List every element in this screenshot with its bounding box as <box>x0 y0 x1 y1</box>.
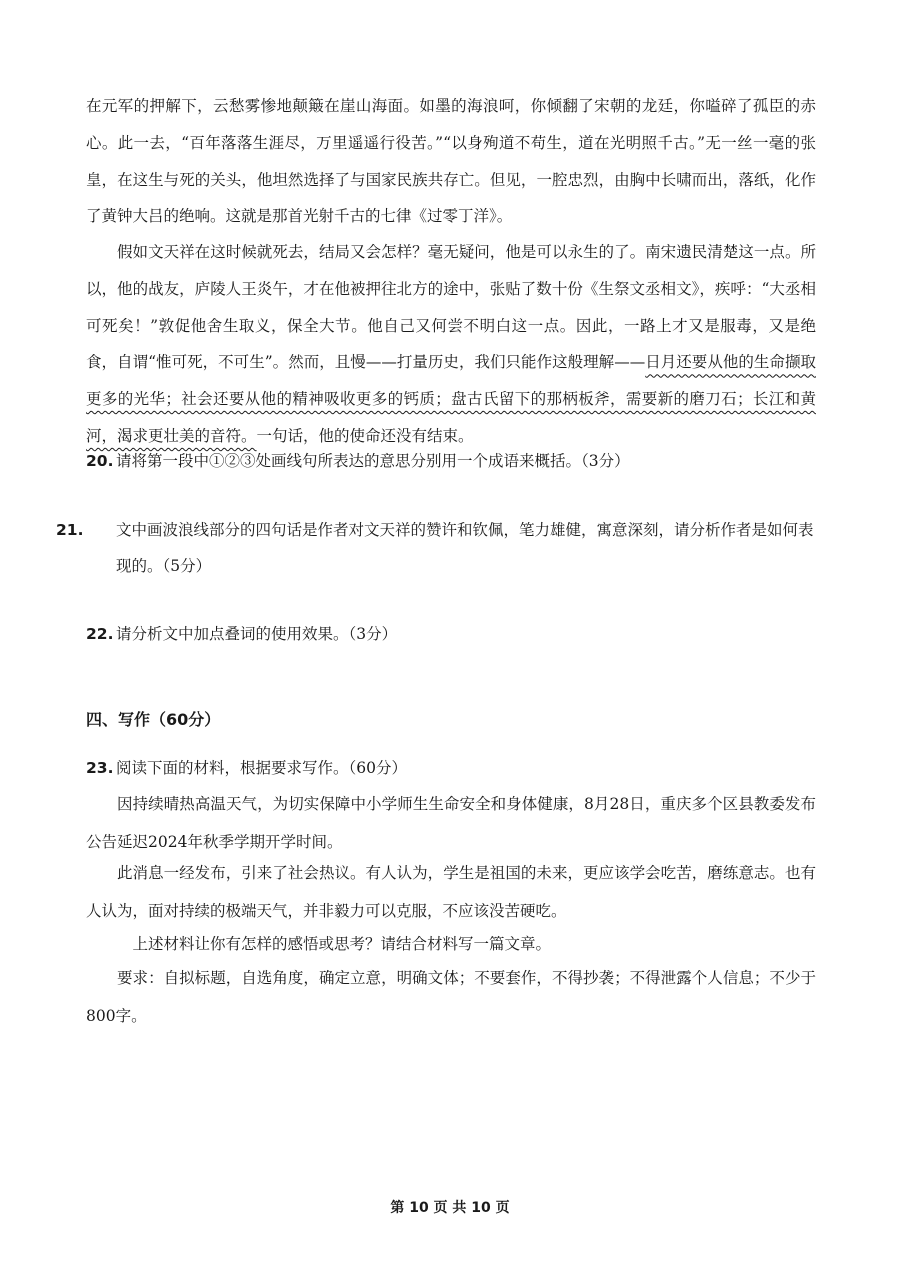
question-text: 阅读下面的材料，根据要求写作。（60分） <box>116 759 407 777</box>
question-number: 22. <box>86 625 114 643</box>
material-text: 上述材料让你有怎样的感悟或思考？请结合材料写一篇文章。 <box>132 935 552 953</box>
material-paragraph-3 <box>86 926 816 964</box>
passage-paragraph-1 <box>86 88 816 235</box>
question-number: 23. <box>86 759 114 777</box>
material-paragraph-1 <box>86 786 816 861</box>
material-paragraph-2 <box>86 855 816 930</box>
requirements-text: 要求：自拟标题，自选角度，确定立意，明确文体；不要套作，不得抄袭；不得泄露个人信息；不少于800字。 <box>86 969 816 1025</box>
passage-paragraph-2-text-a: 假如文天祥在这时候就死去，结局又会怎样？毫无疑问，他是可以永生的了。南宋遗民清楚这一点。所以，他的战友，庐陵人王炎午，才在他被押往北方的途中，张贴了数十份《生祭文丞相文》，疾呼：“大丞相可死矣！”敦促他舍生取义，保全大节。他自己又何尝不明白这一点。因此，一路上才又是服毒，又是绝食，自谓“惟可死，不可生”。然而，且慢——打量历史，我们只能作这般理解—— <box>86 243 816 372</box>
material-text: 此消息一经发布，引来了社会热议。有人认为，学生是祖国的未来，更应该学会吃苦，磨练意志。也有人认为，面对持续的极端天气，并非毅力可以克服，不应该没苦硬吃。 <box>86 864 816 920</box>
question-text: 文中画波浪线部分的四句话是作者对文天祥的赞许和钦佩，笔力雄健，寓意深刻，请分析作者是如何表现的。（5分） <box>116 521 814 575</box>
material-text: 因持续晴热高温天气，为切实保障中小学师生生命安全和身体健康，8月28日，重庆多个区县教委发布公告延迟2024年秋季学期开学时间。 <box>86 795 816 851</box>
page-footer: 第 10 页 共 10 页 <box>390 1200 510 1216</box>
passage-paragraph-2-text-b: 一句话，他的使命还没有结束。 <box>256 426 474 445</box>
passage-paragraph-1-text: 在元军的押解下，云愁雾惨地颠簸在崖山海面。如墨的海浪呵，你倾翻了宋朝的龙廷，你嗌碎了孤臣的赤心。此一去，“百年落落生涯尽，万里遥遥行役苦。”“以身殉道不苟生，道在光明照千古。”无一丝一毫的张皇，在这生与死的关头，他坦然选择了与国家民族共存亡。但见，一腔忠烈，由胸中长啸而出，落纸，化作了黄钟大吕的绝响。这就是那首光射千古的七律《过零丁洋》。 <box>86 97 816 226</box>
question-number: 20. <box>86 452 114 470</box>
question-22 <box>86 616 816 652</box>
question-20 <box>86 443 816 479</box>
question-text: 请将第一段中①②③处画线句所表达的意思分别用一个成语来概括。（3分） <box>116 452 630 470</box>
wavy-underlined-sentences: 日月还要从他的生命撷取更多的光华；社会还要从他的精神吸收更多的钙质；盘古氏留下的那柄板斧，需要新的磨刀石；长江和黄河，渴求更壮美的音符。 <box>86 353 816 445</box>
question-text: 请分析文中加点叠词的使用效果。（3分） <box>116 625 398 643</box>
question-21 <box>56 512 816 584</box>
question-number: 21. <box>56 521 84 539</box>
passage-paragraph-2 <box>86 234 816 455</box>
writing-requirements <box>86 960 816 1035</box>
question-23 <box>86 750 816 786</box>
section-title: 四、写作（60分） <box>86 710 221 729</box>
